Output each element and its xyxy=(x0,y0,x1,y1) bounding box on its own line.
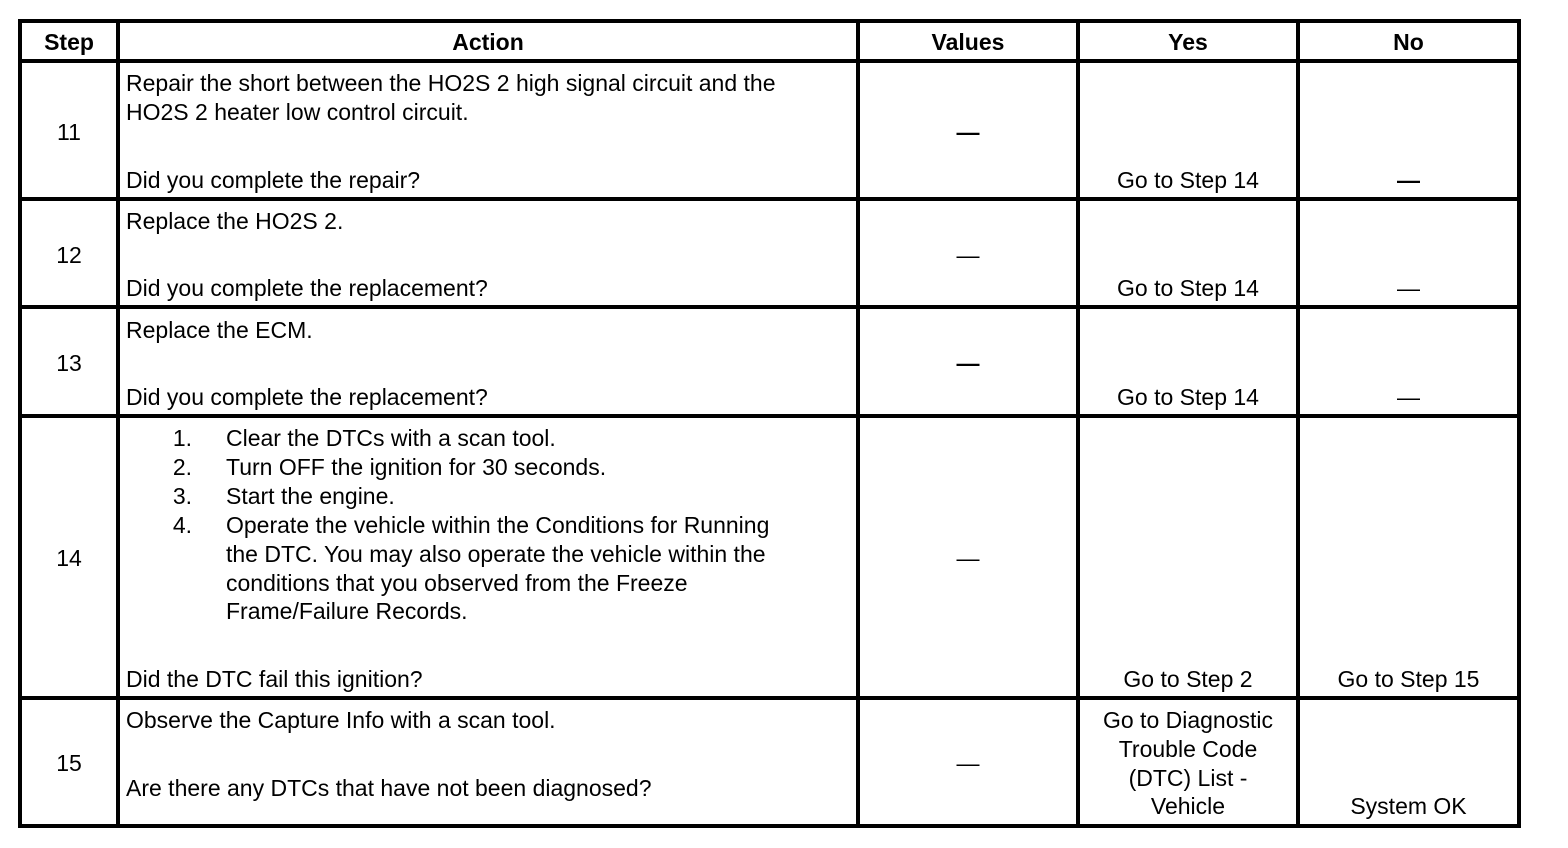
list-item xyxy=(126,453,846,482)
action-text: Repair the short between the HO2S 2 high signal circuit and the xyxy=(126,70,776,96)
values-cell: — xyxy=(956,545,980,571)
action-question: Did you complete the replacement? xyxy=(126,384,488,410)
header-values: Values xyxy=(931,29,1005,55)
action-text: HO2S 2 heater low control circuit. xyxy=(126,99,469,125)
action-question: Did the DTC fail this ignition? xyxy=(126,666,423,692)
step-number: 13 xyxy=(56,350,82,376)
action-text: Observe the Capture Info with a scan tool. xyxy=(126,707,556,733)
yes-line: (DTC) List - xyxy=(1128,765,1248,791)
list-number: 1. xyxy=(172,425,192,451)
header-no: No xyxy=(1393,29,1424,55)
no-cell: System OK xyxy=(1350,793,1467,819)
list-text: Start the engine. xyxy=(226,483,395,509)
header-yes: Yes xyxy=(1168,29,1208,55)
yes-cell: Go to Step 2 xyxy=(1123,666,1253,692)
yes-cell: Go to Step 14 xyxy=(1117,275,1259,301)
no-cell: — xyxy=(1397,384,1420,410)
list-text: conditions that you observed from the Freeze xyxy=(226,570,688,596)
no-cell: Go to Step 15 xyxy=(1337,666,1480,692)
list-item xyxy=(126,424,846,453)
values-cell: — xyxy=(956,350,980,376)
step-number: 11 xyxy=(57,119,81,145)
action-question: Did you complete the repair? xyxy=(126,167,421,193)
action-text: Replace the ECM. xyxy=(126,317,313,343)
list-text: Clear the DTCs with a scan tool. xyxy=(226,425,556,451)
yes-line: Trouble Code xyxy=(1118,736,1258,762)
step-number: 15 xyxy=(56,750,82,776)
step-number: 14 xyxy=(56,545,82,571)
header-step: Step xyxy=(44,29,94,55)
yes-line: Go to Diagnostic xyxy=(1102,707,1274,733)
yes-line: Vehicle xyxy=(1150,793,1226,819)
values-cell: — xyxy=(956,750,980,776)
action-question: Did you complete the replacement? xyxy=(126,275,488,301)
values-cell: — xyxy=(956,242,980,268)
no-cell: — xyxy=(1397,167,1420,193)
yes-cell: Go to Step 14 xyxy=(1117,384,1259,410)
list-text: Turn OFF the ignition for 30 seconds. xyxy=(226,454,607,480)
list-item xyxy=(126,511,846,627)
action-text: Replace the HO2S 2. xyxy=(126,208,344,234)
list-number: 3. xyxy=(172,483,192,509)
action-question: Are there any DTCs that have not been diagnosed? xyxy=(126,775,652,801)
list-text: Operate the vehicle within the Conditions for Running xyxy=(226,512,770,538)
header-action: Action xyxy=(452,29,524,55)
list-text: the DTC. You may also operate the vehicle within the xyxy=(226,541,766,567)
list-number: 2. xyxy=(172,454,192,480)
list-number: 4. xyxy=(172,512,192,538)
step-number: 12 xyxy=(56,242,82,268)
list-item xyxy=(126,482,846,511)
values-cell: — xyxy=(956,119,980,145)
list-text: Frame/Failure Records. xyxy=(226,598,468,624)
no-cell: — xyxy=(1397,275,1420,301)
yes-cell: Go to Step 14 xyxy=(1117,167,1259,193)
